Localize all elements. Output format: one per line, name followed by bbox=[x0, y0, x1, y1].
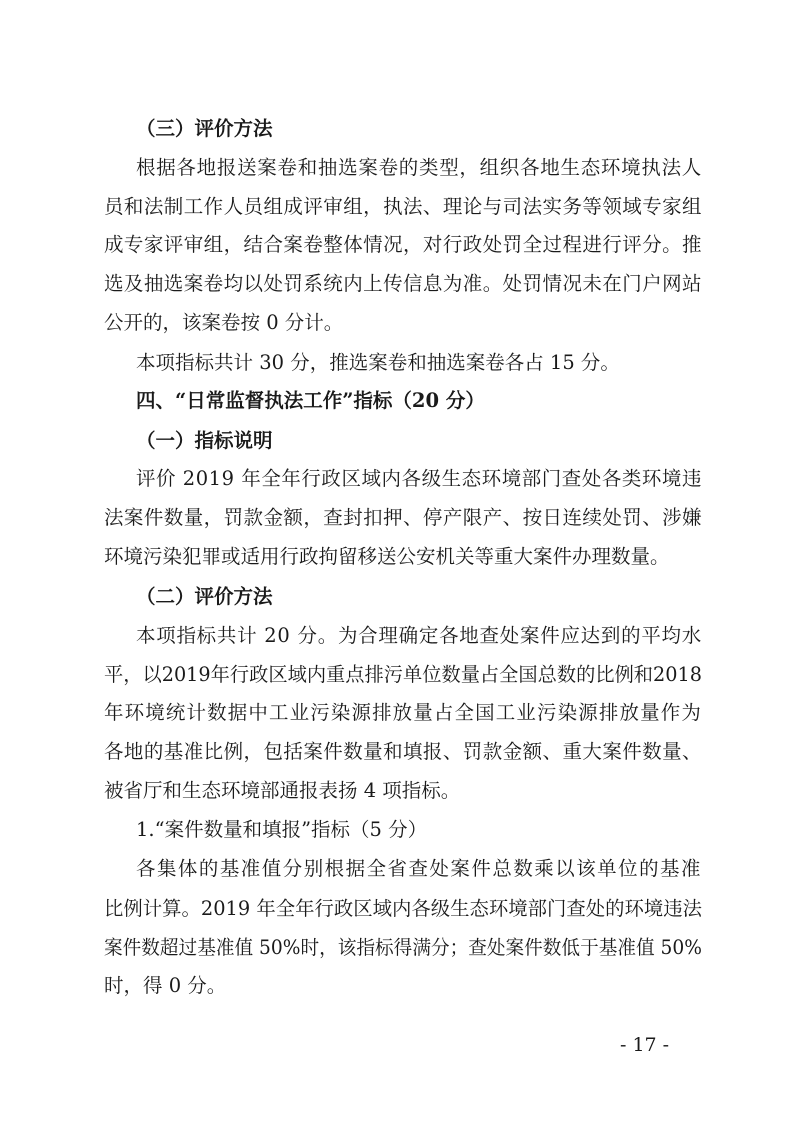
paragraph-line bbox=[104, 661, 702, 689]
paragraph-line bbox=[136, 465, 702, 493]
paragraph-line bbox=[104, 543, 702, 571]
page-number: - 17 - bbox=[620, 1034, 670, 1056]
line-text: 各地的基准比例，包括案件数量和填报、罚款金额、重大案件数量、 bbox=[104, 740, 702, 763]
line-text: 案件数超过基准值 50%时，该指标得满分；查处案件数低于基准值 50% bbox=[104, 936, 702, 959]
line-text: 平，以2019年行政区域内重点排污单位数量占全国总数的比例和2018 bbox=[104, 663, 702, 686]
line-text: 根据各地报送案卷和抽选案卷的类型，组织各地生态环境执法人 bbox=[136, 156, 702, 179]
line-text: 评价 2019 年全年行政区域内各级生态环境部门查处各类环境违 bbox=[136, 467, 702, 490]
paragraph-line bbox=[104, 270, 702, 298]
section-heading bbox=[136, 387, 702, 415]
line-text: 四、“日常监督执法工作”指标（20 分） bbox=[136, 389, 485, 412]
section-heading bbox=[136, 583, 702, 611]
paragraph-line bbox=[104, 934, 702, 962]
paragraph-line bbox=[104, 972, 702, 1000]
line-text: 本项指标共计 20 分。为合理确定各地查处案件应达到的平均水 bbox=[136, 624, 702, 647]
section-heading bbox=[136, 427, 702, 455]
line-text: 被省厅和生态环境部通报表扬 4 项指标。 bbox=[104, 779, 461, 802]
paragraph-line bbox=[104, 309, 702, 337]
line-text: 选及抽选案卷均以处罚系统内上传信息为准。处罚情况未在门户网站 bbox=[104, 272, 702, 295]
line-text: 时，得 0 分。 bbox=[104, 974, 227, 997]
paragraph-line bbox=[104, 895, 702, 923]
paragraph-line bbox=[104, 738, 702, 766]
line-text: （一）指标说明 bbox=[136, 429, 273, 452]
line-text: （二）评价方法 bbox=[136, 585, 273, 608]
line-text: 1.“案件数量和填报”指标（5 分） bbox=[136, 818, 428, 841]
paragraph-line bbox=[104, 699, 702, 727]
line-text: 各集体的基准值分别根据全省查处案件总数乘以该单位的基准 bbox=[136, 857, 702, 880]
paragraph-line bbox=[136, 349, 702, 377]
line-text: 员和法制工作人员组成评审组，执法、理论与司法实务等领域专家组 bbox=[104, 195, 702, 218]
paragraph-line bbox=[104, 193, 702, 221]
paragraph-line bbox=[104, 231, 702, 259]
paragraph-line bbox=[136, 154, 702, 182]
paragraph-line bbox=[136, 855, 702, 883]
line-text: 本项指标共计 30 分，推选案卷和抽选案卷各占 15 分。 bbox=[136, 351, 620, 374]
line-text: 环境污染犯罪或适用行政拘留移送公安机关等重大案件办理数量。 bbox=[104, 545, 670, 568]
line-text: 比例计算。2019 年全年行政区域内各级生态环境部门查处的环境违法 bbox=[104, 897, 702, 920]
section-heading bbox=[136, 115, 702, 143]
line-text: 公开的，该案卷按 0 分计。 bbox=[104, 311, 344, 334]
paragraph-line bbox=[136, 622, 702, 650]
line-text: 年环境统计数据中工业污染源排放量占全国工业污染源排放量作为 bbox=[104, 701, 702, 724]
paragraph-line bbox=[136, 816, 702, 844]
paragraph-line bbox=[104, 777, 702, 805]
paragraph-line bbox=[104, 504, 702, 532]
line-text: （三）评价方法 bbox=[136, 117, 273, 140]
line-text: 成专家评审组，结合案卷整体情况，对行政处罚全过程进行评分。推 bbox=[104, 233, 702, 256]
line-text: 法案件数量，罚款金额，查封扣押、停产限产、按日连续处罚、涉嫌 bbox=[104, 506, 702, 529]
